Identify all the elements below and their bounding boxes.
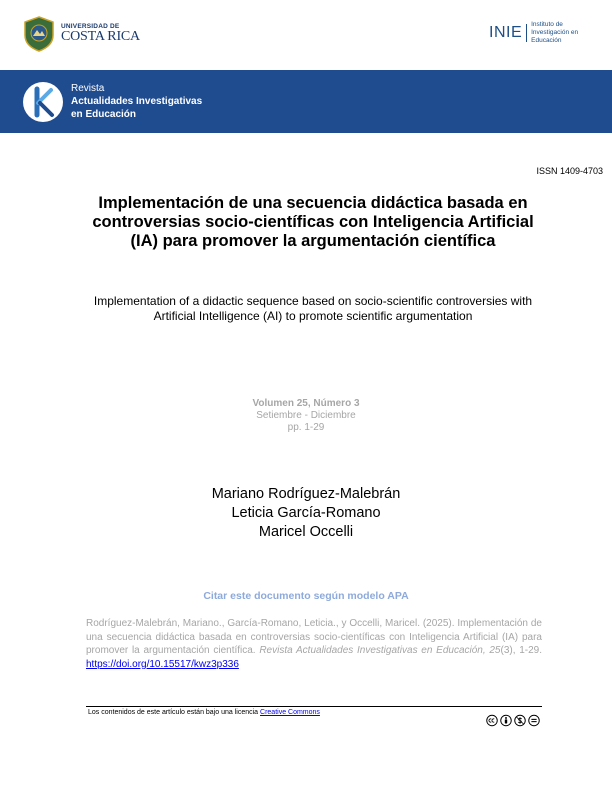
journal-name xyxy=(71,82,202,121)
university-name-line2: COSTA RICA xyxy=(61,29,140,45)
journal-logo-icon xyxy=(22,81,64,123)
footer-divider xyxy=(86,706,542,707)
author-list xyxy=(156,485,456,542)
university-seal-icon xyxy=(22,16,56,52)
author-name: Leticia García-Romano xyxy=(231,505,381,521)
institute-name-line3: Educación xyxy=(531,37,562,45)
volume-info xyxy=(206,398,406,434)
university-name-line1: UNIVERSIDAD DE xyxy=(61,22,120,30)
cc-icon xyxy=(486,713,498,728)
institute-logo xyxy=(489,17,599,49)
journal-name-line1: Revista xyxy=(71,83,105,94)
issn-label: ISSN 1409-4703 xyxy=(536,166,603,176)
volume-period: Setiembre - Diciembre xyxy=(256,410,356,421)
citation-journal: Revista Actualidades Investigativas en Educación, 25 xyxy=(259,645,501,656)
journal-name-line2: Actualidades Investigativas xyxy=(71,96,203,107)
citation-text xyxy=(86,617,542,671)
doi-link[interactable]: https://doi.org/10.15517/kwz3p336 xyxy=(86,658,239,670)
title-spanish: Implementación de una secuencia didáctica basada en controversias socio-científicas con Inteligencia Artificial (IA) para promover la argumentación científica xyxy=(92,194,534,250)
citation-issue: (3), 1-29. xyxy=(500,645,543,656)
author-name: Mariano Rodríguez-Malebrán xyxy=(211,486,401,502)
volume-number: Volumen 25, Número 3 xyxy=(252,398,360,409)
license-text: Los contenidos de este artículo están bajo una licencia xyxy=(88,709,261,716)
title-english: Implementation of a didactic sequence based on socio-scientific controversies with Artificial Intelligence (AI) to promote scientific argumentation xyxy=(93,294,533,323)
journal-name-line3: en Educación xyxy=(71,109,137,120)
attribution-icon xyxy=(500,713,512,728)
license-notice xyxy=(88,709,320,716)
institute-name-line2: Investigación en xyxy=(531,28,579,36)
university-logo xyxy=(22,14,146,54)
cc-by-nc-nd-icon[interactable] xyxy=(486,713,540,729)
creative-commons-link[interactable]: Creative Commons xyxy=(260,709,320,716)
institute-acronym: INIE xyxy=(489,24,527,42)
noncommercial-icon xyxy=(514,713,526,728)
citation-heading: Citar este documento según modelo APA xyxy=(203,590,409,602)
noderivatives-icon xyxy=(528,713,540,728)
citation-body: Rodríguez-Malebrán, Mariano., García-Romano, Leticia., y Occelli, Maricel. (2025). Implementación de una secuencia didáctica basada en controversias socio-científicas con Inteligencia Artificial (IA) para promover la argumentación científica. xyxy=(86,618,542,656)
institute-name-line1: Instituto de xyxy=(531,20,563,28)
volume-pages: pp. 1-29 xyxy=(287,422,325,433)
author-name: Maricel Occelli xyxy=(258,524,354,540)
